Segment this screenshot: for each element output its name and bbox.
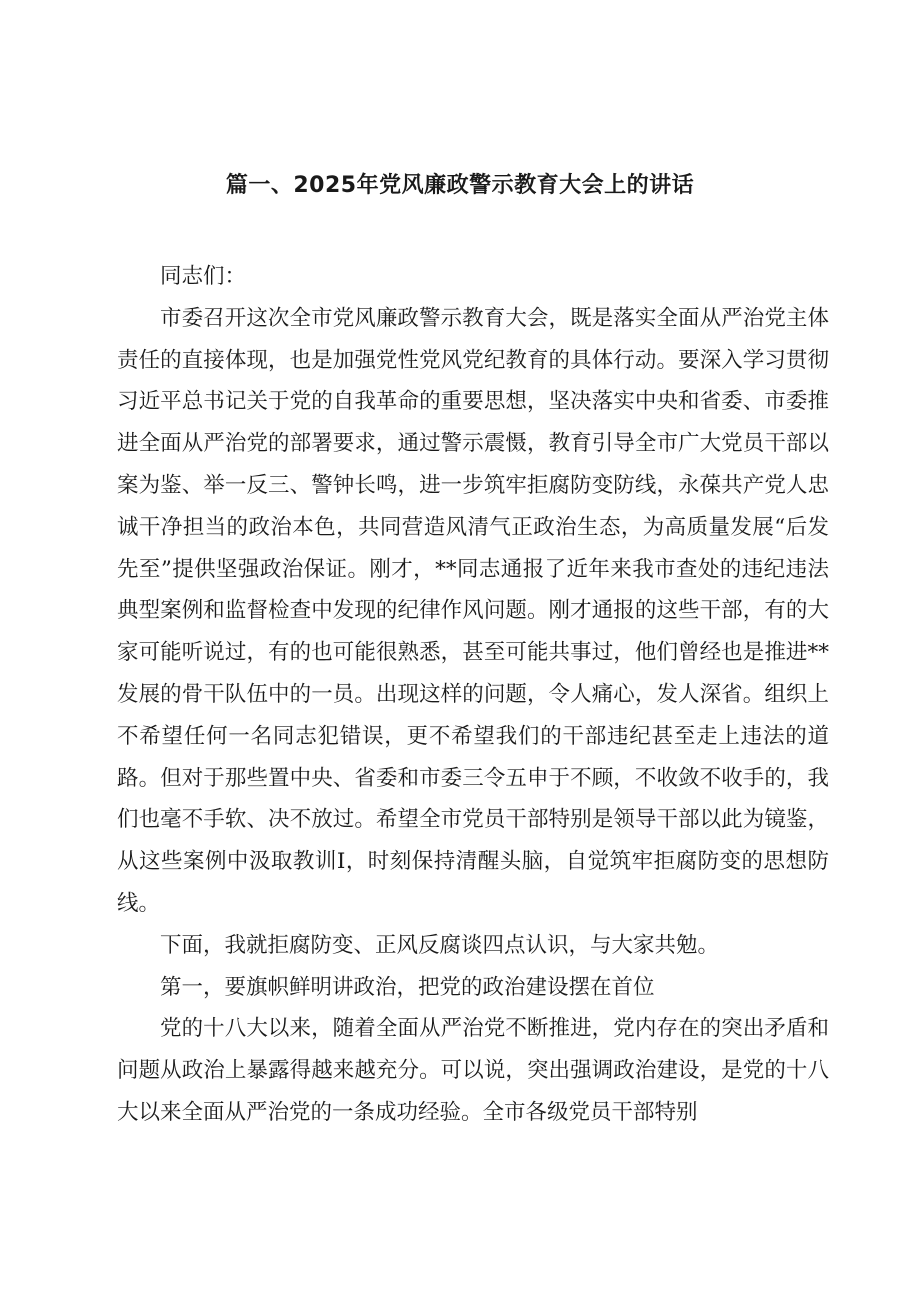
paragraph-transition: 下面，我就拒腐防变、正风反腐谈四点认识，与大家共勉。 [160,932,720,958]
section-paragraph: 党的十八大以来，随着全面从严治党不断推进，党内存在的突出矛盾和问题从政治上暴露得越来越充分。可以说，突出强调政治建设，是党的十八大以来全面从严治党的一条成功经验。全市各级党员干部特别 [117,1016,829,1125]
paragraph-intro: 市委召开这次全市党风廉政警示教育大会，既是落实全面从严治党主体责任的直接体现，也是加强党性党风党纪教育的具体行动。要深入学习贯彻习近平总书记关于党的自我革命的重要思想，坚决落实中央和省委、市委推进全面从严治党的部署要求，通过警示震慑，教育引导全市广大党员干部以案为鉴、举一反三、警钟长鸣，进一步筑牢拒腐防变防线，永葆共产党人忠诚干净担当的政治本色，共同营造风清气正政治生态，为高质量发展“后发先至”提供坚强政治保证。刚才，**同志通报了近年来我市查处的违纪违法典型案例和监督检查中发现的纪律作风问题。刚才通报的这些干部，有的大家可能听说过，有的也可能很熟悉，甚至可能共事过，他们曾经也是推进**发展的骨干队伍中的一员。出现这样的问题，令人痛心，发人深省。组织上不希望任何一名同志犯错误，更不希望我们的干部违纪甚至走上违法的道路。但对于那些置中央、省委和市委三令五申于不顾，不收敛不收手的，我们也毫不手软、决不放过。希望全市党员干部特别是领导干部以此为镜鉴，从这些案例中汲取教训I，时刻保持清醒头脑，自觉筑牢拒腐防变的思想防线。 [117,305,829,916]
document-title: 篇一、2025年党风廉政警示教育大会上的讲话 [225,173,695,198]
document-body [117,256,829,1134]
greeting: 同志们： [160,264,247,289]
section-heading: 第一，要旗帜鲜明讲政治，把党的政治建设摆在首位 [160,974,655,1000]
